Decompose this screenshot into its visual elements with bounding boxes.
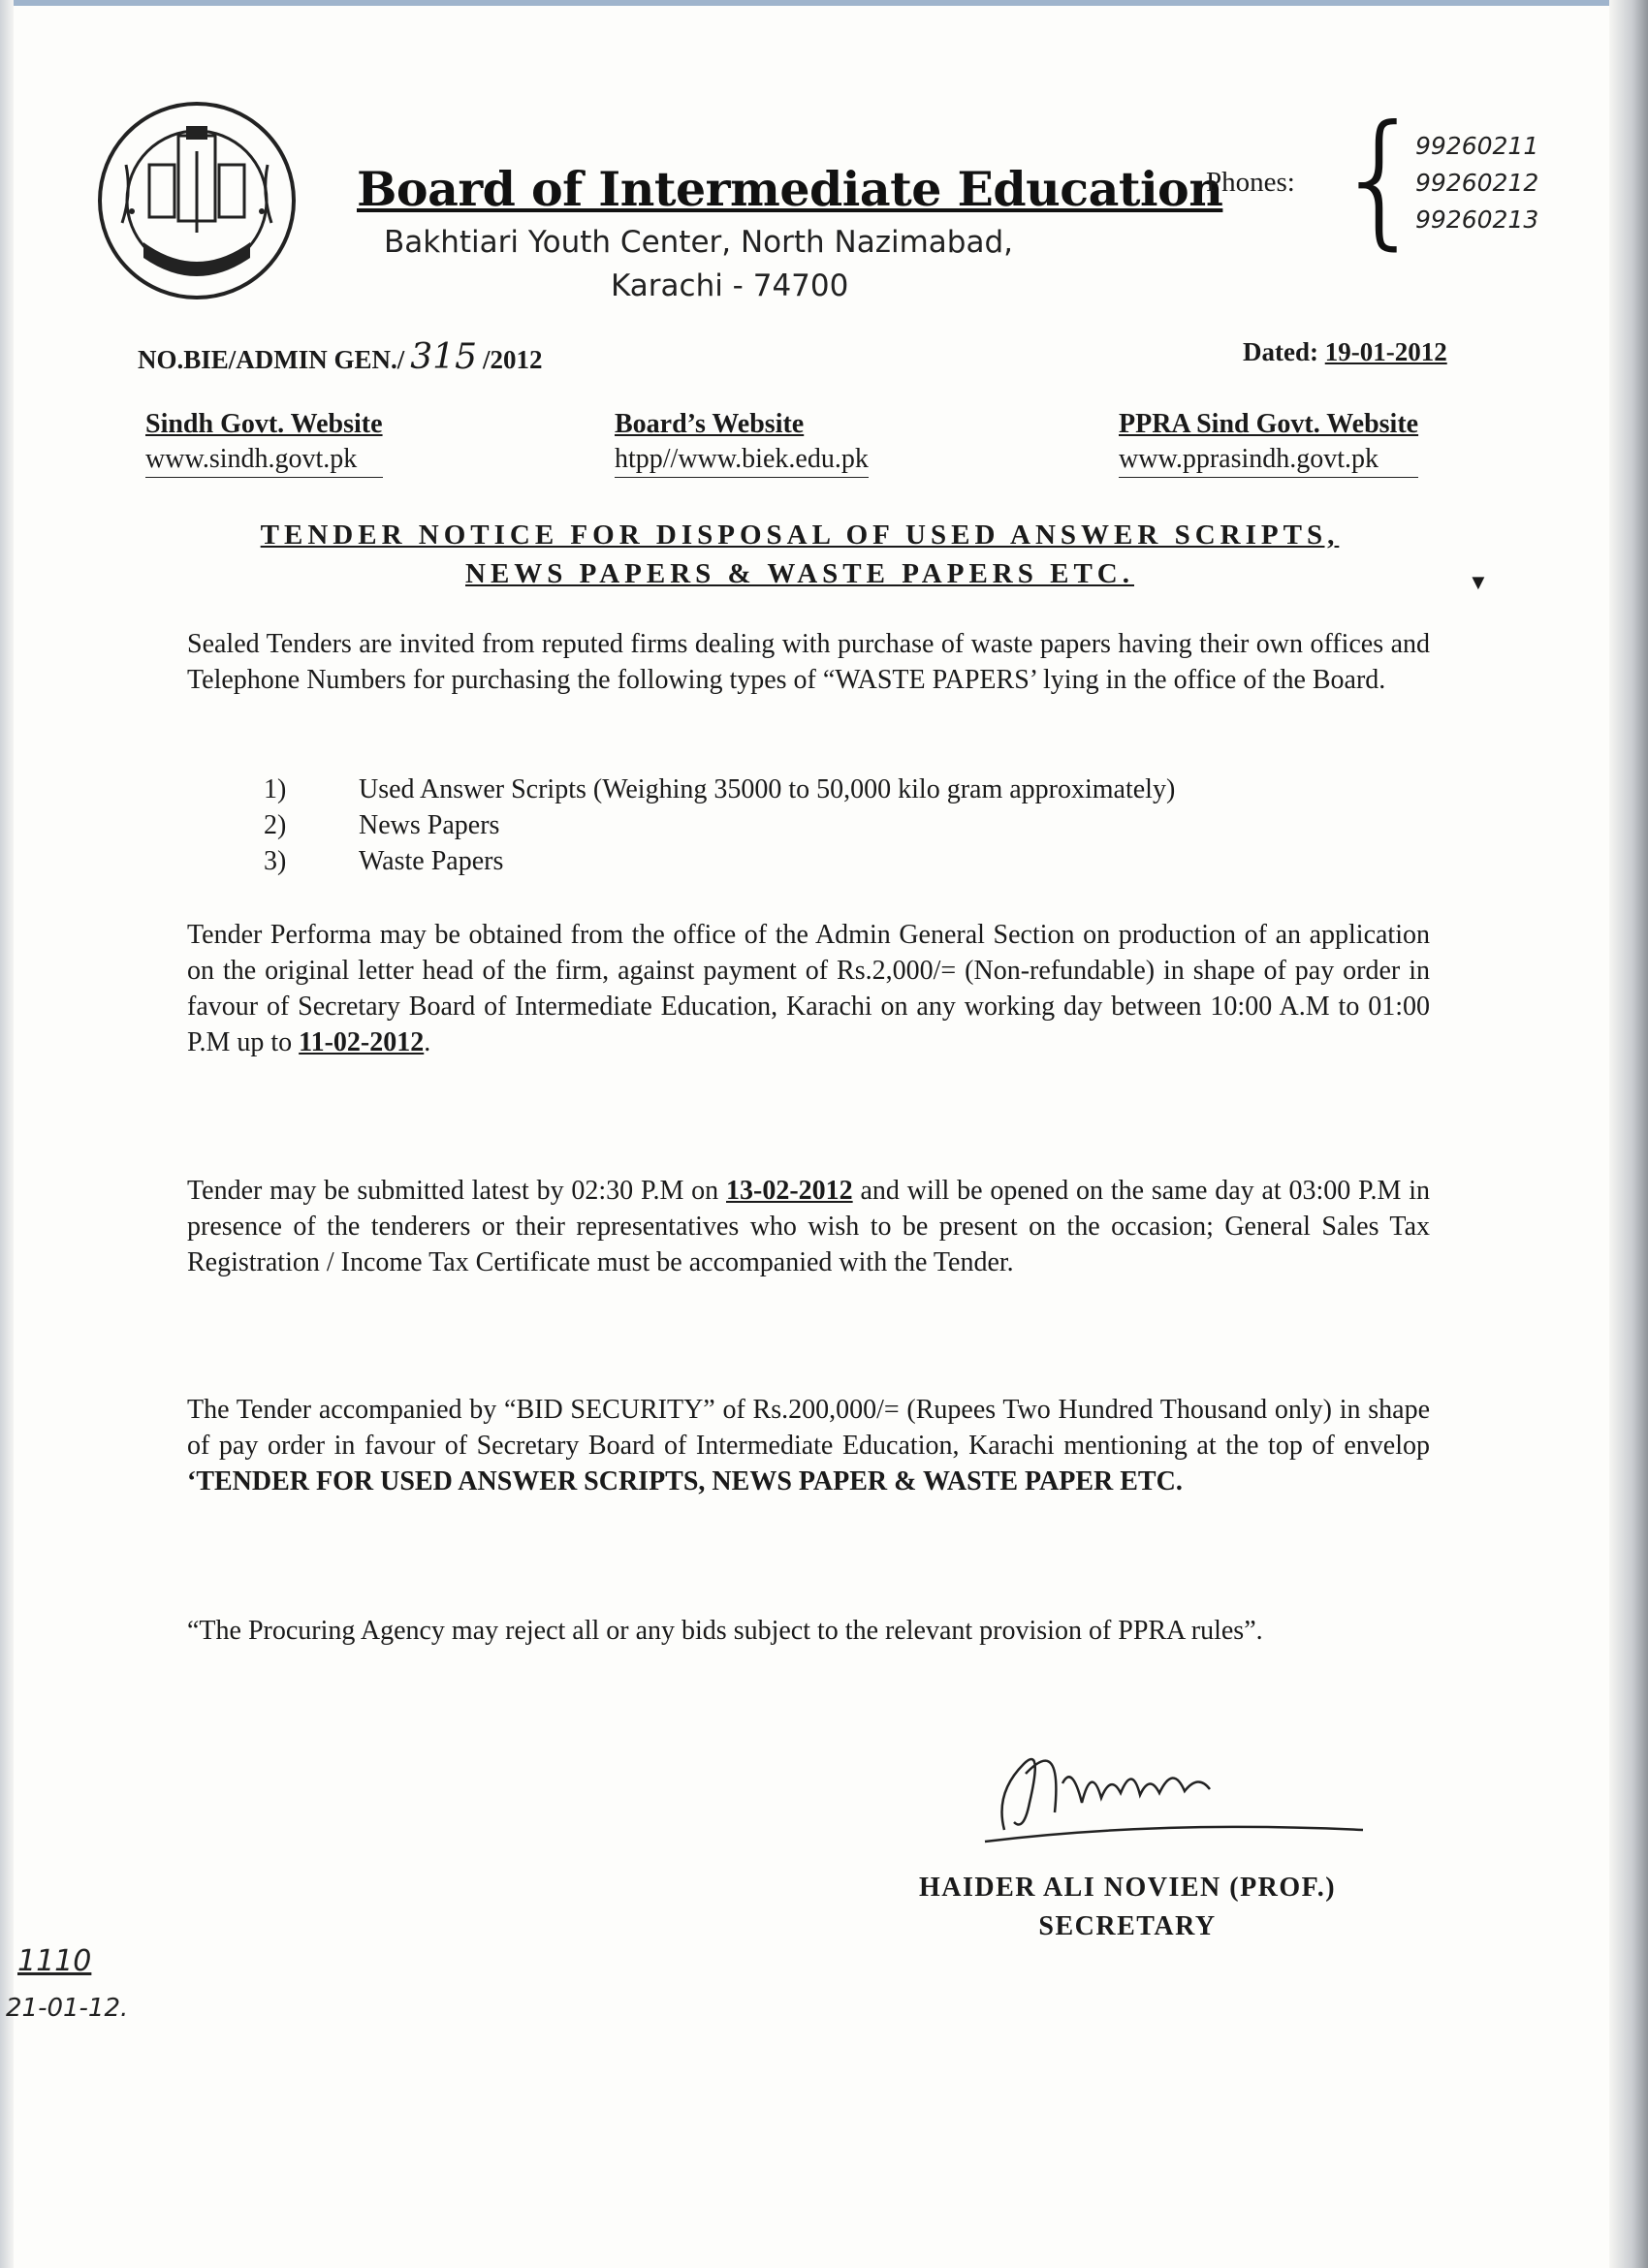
website-label: Board’s Website	[615, 409, 805, 439]
website-board	[615, 407, 869, 478]
phones-list	[1415, 128, 1538, 238]
signatory-block	[866, 1869, 1389, 1946]
reference-suffix: /2012	[483, 345, 543, 374]
phones-brace: {	[1334, 95, 1427, 264]
reference-prefix: NO.BIE/ADMIN GEN./	[138, 345, 405, 374]
phone-number: 99260212	[1415, 169, 1539, 197]
dated-value: 19-01-2012	[1324, 337, 1447, 366]
submission-date: 13-02-2012	[726, 1176, 853, 1206]
list-item: 2) News Papers	[264, 810, 500, 840]
board-name: Board of Intermediate Education	[357, 161, 1223, 217]
notice-title	[145, 516, 1454, 593]
scan-edge-right	[1609, 0, 1648, 2268]
scan-edge-left	[0, 0, 14, 2268]
performa-paragraph: Tender Performa may be obtained from the office of the Admin General Section on production of an application on the original letter head of the firm, against payment of Rs.2,000/= (Non-refundable) in shape of pay order in favour of Secretary Board of Intermediate Education, Karachi on any working day between 10:00 A.M to 01:00 P.M up to 11-02-2012.	[187, 920, 1430, 1057]
handwritten-reference-number: 315	[410, 337, 477, 377]
phone-number: 99260211	[1415, 132, 1539, 160]
board-address	[384, 221, 1082, 308]
dated-label: Dated:	[1243, 337, 1318, 366]
waste-paper-items-list	[264, 772, 1175, 879]
submission-paragraph: Tender may be submitted latest by 02:30 P.M on 13-02-2012 and will be opened on the same day at 03:00 P.M in presence of the tenderers or their representatives who wish to be present on the occasion; General Sales Tax Registration / Income Tax Certificate must be accompanied with the Tender.	[187, 1176, 1431, 1277]
intro-paragraph: Sealed Tenders are invited from reputed firms dealing with purchase of waste papers having their own offices and Telephone Numbers for purchasing the following types of “WASTE PAPERS’ lying in the office of the Board.	[187, 629, 1430, 695]
receipt-date: 21-01-12.	[6, 1994, 129, 2023]
signature	[966, 1706, 1373, 1851]
website-sindh-govt	[145, 407, 383, 478]
address-line-1: Bakhtiari Youth Center, North Nazimabad,	[384, 225, 1014, 260]
scan-edge-top	[0, 0, 1648, 6]
website-url[interactable]: www.sindh.govt.pk	[145, 442, 383, 478]
notice-title-line-2: NEWS PAPERS & WASTE PAPERS ETC.	[465, 558, 1134, 589]
handwritten-receipt-stamp	[6, 1938, 128, 2032]
performa-deadline-date: 11-02-2012	[299, 1027, 425, 1057]
phone-number: 99260213	[1415, 205, 1539, 234]
list-item: 3) Waste Papers	[264, 846, 504, 876]
stray-pen-mark: ▼	[1468, 570, 1489, 594]
reference-number	[138, 337, 543, 377]
dated	[1243, 337, 1447, 367]
website-url[interactable]: htpp//www.biek.edu.pk	[615, 442, 869, 478]
signatory-title: SECRETARY	[1038, 1911, 1217, 1941]
website-url[interactable]: www.pprasindh.govt.pk	[1119, 442, 1418, 478]
website-ppra	[1119, 407, 1418, 478]
envelope-heading: ‘TENDER FOR USED ANSWER SCRIPTS, NEWS PAPER & WASTE PAPER ETC.	[187, 1466, 1183, 1496]
ppra-rules-paragraph: “The Procuring Agency may reject all or any bids subject to the relevant provision of PPRA rules”.	[187, 1616, 1263, 1646]
receipt-number: 1110	[17, 1944, 92, 1978]
signatory-name: HAIDER ALI NOVIEN (PROF.)	[918, 1873, 1337, 1903]
bid-security-paragraph: The Tender accompanied by “BID SECURITY” of Rs.200,000/= (Rupees Two Hundred Thousand only) in shape of pay order in favour of Secretary Board of Intermediate Education, Karachi mentioning at the top of envelop ‘TENDER FOR USED ANSWER SCRIPTS, NEWS PAPER & WASTE PAPER ETC.	[187, 1395, 1430, 1496]
address-line-2: Karachi - 74700	[611, 268, 849, 303]
list-item: 1) Used Answer Scripts (Weighing 35000 to 50,000 kilo gram approximately)	[264, 774, 1176, 804]
website-label: Sindh Govt. Website	[145, 409, 383, 439]
phones-label: Phones:	[1206, 167, 1295, 198]
notice-title-line-1: TENDER NOTICE FOR DISPOSAL OF USED ANSWER SCRIPTS,	[260, 520, 1340, 551]
board-seal-logo	[93, 97, 301, 304]
website-label: PPRA Sind Govt. Website	[1119, 409, 1419, 439]
